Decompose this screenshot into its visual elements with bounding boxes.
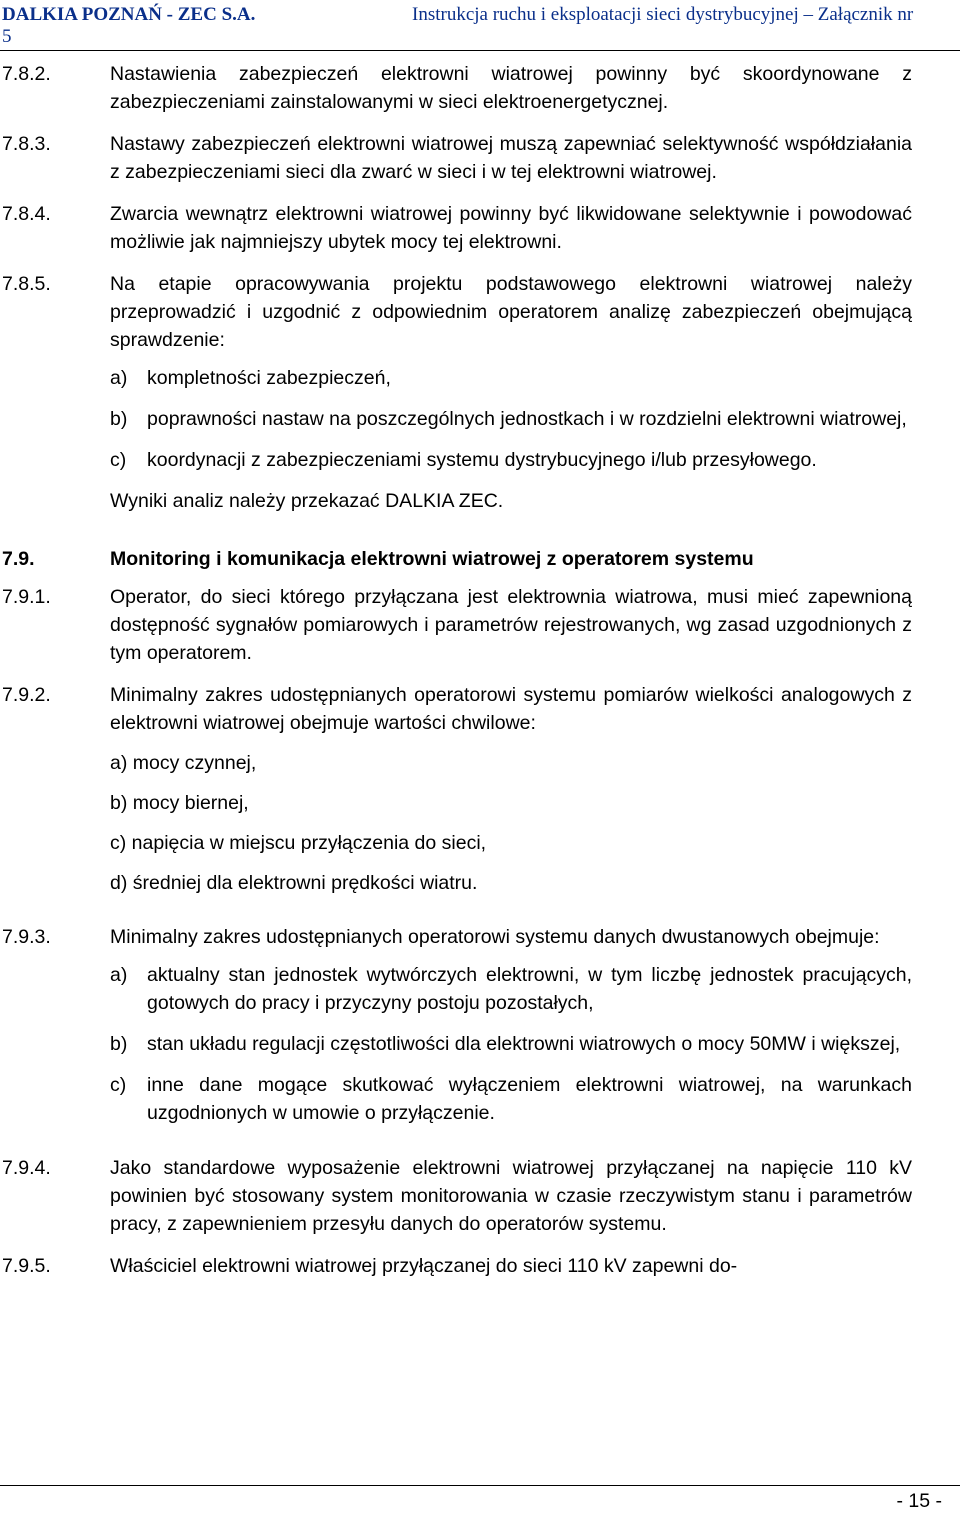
- section-text: Nastawienia zabezpieczeń elektrowni wiatrowej powinny być skoordynowane z zabezpieczeniami zainstalowanymi w sieci elektroenergetycznej.: [110, 63, 912, 113]
- page-header: [0, 2, 960, 51]
- list-item-label: b): [110, 1033, 128, 1055]
- list-item-text: kompletności zabezpieczeń,: [147, 367, 391, 389]
- section-list: [110, 961, 912, 1127]
- section-text: Właściciel elektrowni wiatrowej przyłączanej do sieci 110 kV zapewni do-: [110, 1255, 738, 1277]
- section-text: Jako standardowe wyposażenie elektrowni wiatrowej przyłączanej na napięcie 110 kV powinien być stosowany system monitorowania w czasie rzeczywistym stanu i parametrów pracy, z zapewnieniem przesyłu danych do operatorów systemu.: [110, 1157, 912, 1235]
- document-body: [0, 60, 960, 1294]
- section-text: Minimalny zakres udostępnianych operatorowi systemu danych dwustanowych obejmuje:: [110, 926, 880, 948]
- section-7-8-5: [0, 270, 960, 515]
- list-item: [110, 364, 912, 392]
- list-item: [110, 1030, 912, 1058]
- section-number: 7.8.5.: [2, 273, 51, 295]
- list-item-text: inne dane mogące skutkować wyłączeniem elektrowni wiatrowej, na warunkach uzgodnionych w umowie o przyłączenie.: [147, 1074, 912, 1124]
- section-7-9-heading: [0, 545, 960, 573]
- list-item: [110, 446, 912, 474]
- section-heading: Monitoring i komunikacja elektrowni wiatrowej z operatorem systemu: [110, 548, 754, 570]
- list-item: b) mocy biernej,: [110, 792, 249, 814]
- section-number: 7.9.3.: [2, 926, 51, 948]
- list-item-text: poprawności nastaw na poszczególnych jednostkach i w rozdzielni elektrowni wiatrowej,: [147, 408, 907, 430]
- list-item-label: a): [110, 367, 128, 389]
- section-7-9-1: [0, 583, 960, 667]
- list-item-label: b): [110, 408, 128, 430]
- section-number: 7.9.5.: [2, 1255, 51, 1277]
- section-7-9-3: [0, 923, 960, 1140]
- section-text: Minimalny zakres udostępnianych operatorowi systemu pomiarów wielkości analogowych z elektrowni wiatrowej obejmuje wartości chwilowe:: [110, 684, 912, 734]
- list-item-text: stan układu regulacji częstotliwości dla elektrowni wiatrowych o mocy 50MW i większej,: [147, 1033, 901, 1055]
- list-item-text: aktualny stan jednostek wytwórczych elektrowni, w tym liczbę jednostek pracujących, gotowych do pracy i przyczyny postoju pozostałych,: [147, 964, 912, 1014]
- list-item: [110, 961, 912, 1017]
- list-item: d) średniej dla elektrowni prędkości wiatru.: [110, 872, 478, 894]
- section-7-9-5: [0, 1252, 960, 1280]
- section-7-8-3: [0, 130, 960, 186]
- section-conclusion: Wyniki analiz należy przekazać DALKIA ZEC.: [110, 490, 504, 512]
- section-number: 7.9.4.: [2, 1157, 51, 1179]
- document-title: Instrukcja ruchu i eksploatacji sieci dystrybucyjnej – Załącznik nr: [412, 4, 914, 25]
- company-name: DALKIA POZNAŃ - ZEC S.A.: [2, 4, 256, 25]
- section-number: 7.8.2.: [2, 63, 51, 85]
- section-text: Nastawy zabezpieczeń elektrowni wiatrowej muszą zapewniać selektywność współdziałania z zabezpieczeniami sieci dla zwarć w sieci i w tej elektrowni wiatrowej.: [110, 133, 912, 183]
- section-7-9-4: [0, 1154, 960, 1238]
- section-text: Operator, do sieci którego przyłączana jest elektrownia wiatrowa, musi mieć zapewnioną dostępność sygnałów pomiarowych i parametrów rejestrowanych, wg zasad uzgodnionych z tym operatorem.: [110, 586, 912, 664]
- footer-divider: [0, 1485, 960, 1486]
- list-item: c) napięcia w miejscu przyłączenia do sieci,: [110, 832, 487, 854]
- section-number: 7.9.1.: [2, 586, 51, 608]
- list-item-label: c): [110, 1074, 127, 1096]
- list-item: [110, 405, 912, 433]
- section-number: 7.8.3.: [2, 133, 51, 155]
- section-number: 7.9.: [2, 548, 35, 570]
- section-text: Na etapie opracowywania projektu podstawowego elektrowni wiatrowej należy przeprowadzić i uzgodnić z odpowiednim operatorem analizę zabezpieczeń obejmującą sprawdzenie:: [110, 273, 912, 351]
- section-list: [110, 749, 912, 897]
- list-item-label: c): [110, 449, 127, 471]
- page-number: - 15 -: [896, 1490, 942, 1512]
- section-7-8-4: [0, 200, 960, 256]
- section-number: 7.9.2.: [2, 684, 51, 706]
- list-item-label: a): [110, 964, 128, 986]
- annex-number: 5: [2, 26, 12, 47]
- list-item: a) mocy czynnej,: [110, 752, 257, 774]
- section-7-8-2: [0, 60, 960, 116]
- list-item: [110, 1071, 912, 1127]
- section-number: 7.8.4.: [2, 203, 51, 225]
- section-text: Zwarcia wewnątrz elektrowni wiatrowej powinny być likwidowane selektywnie i powodować możliwie jak najmniejszy ubytek mocy tej elektrowni.: [110, 203, 912, 253]
- section-list: [110, 364, 912, 474]
- section-7-9-2: [0, 681, 960, 909]
- list-item-text: koordynacji z zabezpieczeniami systemu dystrybucyjnego i/lub przesyłowego.: [147, 449, 817, 471]
